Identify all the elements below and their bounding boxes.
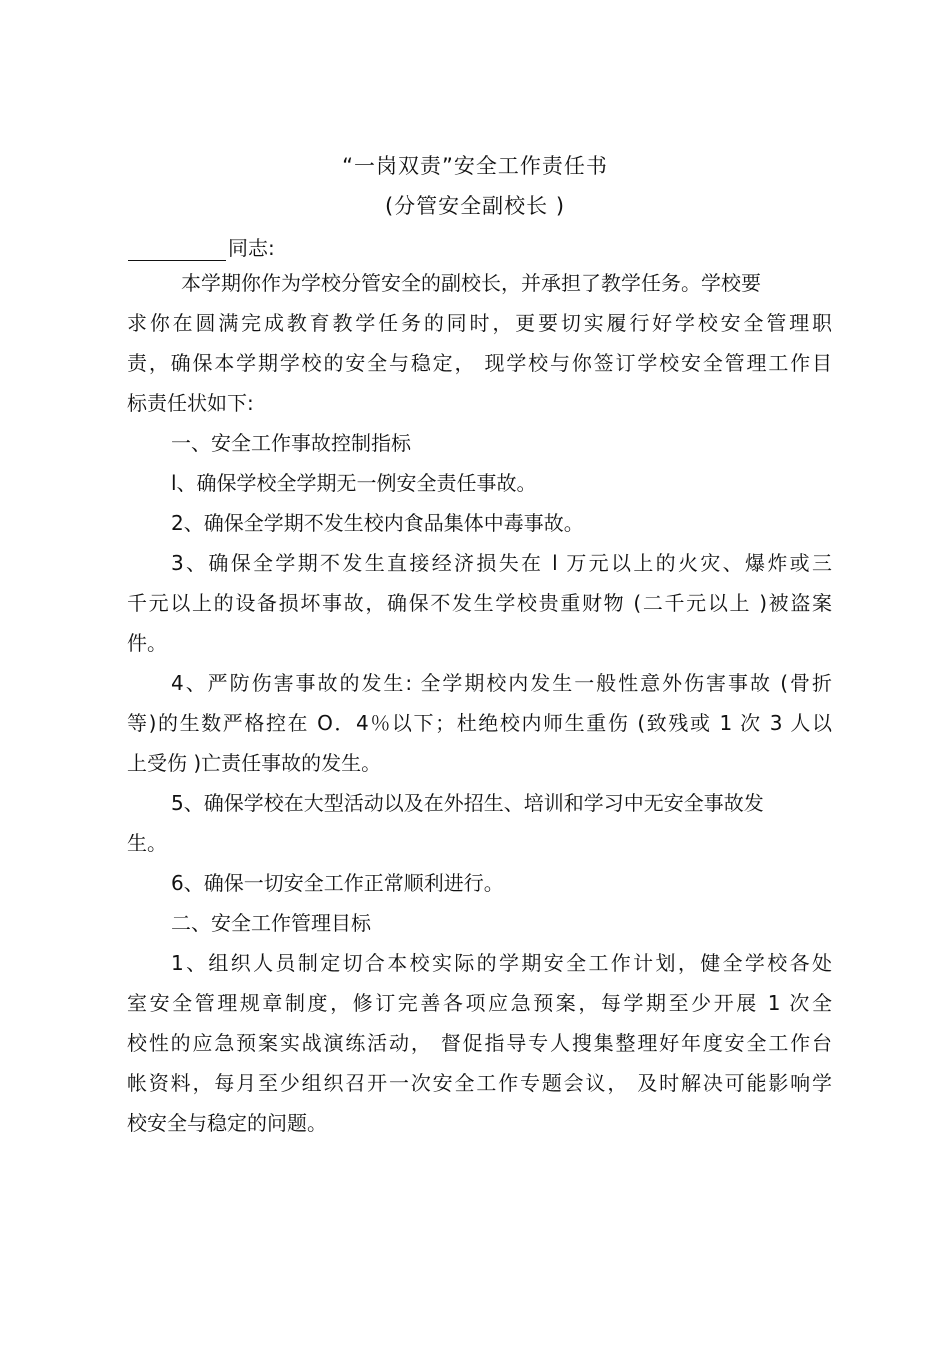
list-item: 1、组织人员制定切合本校实际的学期安全工作计划，健全学校各处	[171, 951, 832, 975]
list-item: 件。	[127, 631, 167, 655]
list-item: 上受伤 )亡责任事故的发生。	[127, 751, 382, 775]
list-item: 帐资料，每月至少组织召开一次安全工作专题会议， 及时解决可能影响学	[127, 1071, 832, 1095]
paragraph-line: 责，确保本学期学校的安全与稳定， 现学校与你签订学校安全管理工作目	[127, 351, 832, 375]
list-item: 5、确保学校在大型活动以及在外招生、培训和学习中无安全事故发	[171, 791, 764, 815]
list-item: 校安全与稳定的问题。	[127, 1111, 327, 1135]
list-item: 2、确保全学期不发生校内食品集体中毒事故。	[171, 511, 584, 535]
list-item: 校性的应急预案实战演练活动， 督促指导专人搜集整理好年度安全工作台	[127, 1031, 832, 1055]
document-subtitle: (分管安全副校长 )	[384, 194, 566, 218]
list-item: l、确保学校全学期无一例安全责任事故。	[171, 471, 537, 495]
section-heading: 二、安全工作管理目标	[171, 911, 371, 935]
paragraph-line: 标责任状如下:	[127, 391, 254, 415]
list-item: 3、确保全学期不发生直接经济损失在 l 万元以上的火灾、爆炸或三	[171, 551, 832, 575]
list-item: 4、严防伤害事故的发生: 全学期校内发生一般性意外伤害事故 (骨折	[171, 671, 832, 695]
list-item: 生。	[127, 831, 167, 855]
greeting-text: 同志:	[228, 236, 275, 260]
greeting-line	[128, 232, 275, 261]
list-item: 6、确保一切安全工作正常顺利进行。	[171, 871, 504, 895]
paragraph-line: 求你在圆满完成教育教学任务的同时，更要切实履行好学校安全管理职	[127, 311, 832, 335]
list-item: 千元以上的设备损坏事故，确保不发生学校贵重财物 (二千元以上 )被盗案	[127, 591, 832, 615]
document-title: “一岗双责”安全工作责任书	[342, 154, 608, 178]
list-item: 室安全管理规章制度，修订完善各项应急预案，每学期至少开展 1 次全	[127, 991, 832, 1015]
section-heading: 一、安全工作事故控制指标	[171, 431, 411, 455]
list-item: 等)的生数严格控在 O．4％以下；杜绝校内师生重伤 (致残或 1 次 3 人以	[127, 711, 832, 735]
paragraph-line: 本学期你作为学校分管安全的副校长，并承担了教学任务。学校要	[181, 271, 761, 295]
name-blank	[128, 238, 226, 261]
